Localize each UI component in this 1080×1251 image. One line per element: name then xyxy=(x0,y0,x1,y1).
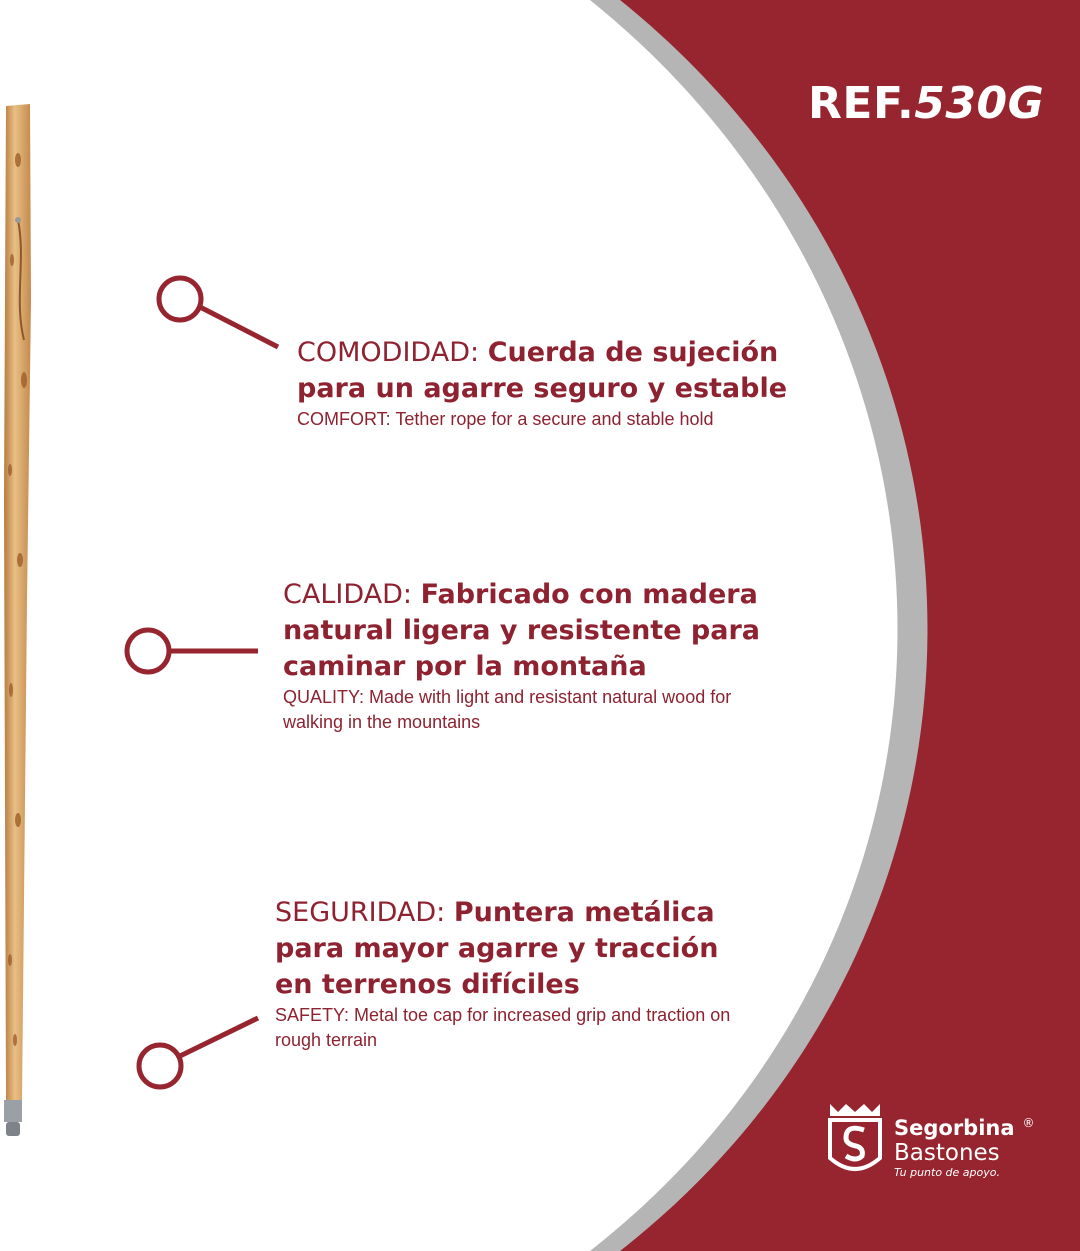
feature-quality xyxy=(283,577,763,735)
feature-english: QUALITY: Made with light and resistant natural wood for walking in the mountains xyxy=(283,687,732,732)
feature-safety xyxy=(275,895,745,1053)
feature-english: SAFETY: Metal toe cap for increased grip and traction on rough terrain xyxy=(275,1005,731,1050)
registered-mark: ® xyxy=(1022,1116,1035,1130)
reference-prefix: REF. xyxy=(808,78,915,129)
feature-description: Puntera metálica para mayor agarre y tracción en terrenos difíciles xyxy=(275,897,719,1000)
feature-description: Fabricado con madera natural ligera y resistente para caminar por la montaña xyxy=(283,579,761,682)
feature-comfort xyxy=(297,335,797,432)
reference-code: 530G xyxy=(914,78,1045,129)
brand-subtitle: Bastones xyxy=(894,1140,1000,1166)
callout-circle-icon xyxy=(159,278,201,320)
brand-name: Segorbina xyxy=(894,1116,1015,1140)
product-reference xyxy=(808,78,1044,129)
callout-circle-icon xyxy=(127,630,169,672)
feature-description: Cuerda de sujeción para un agarre seguro y estable xyxy=(297,337,788,404)
callout-pointers xyxy=(0,0,300,1251)
feature-english: COMFORT: Tether rope for a secure and stable hold xyxy=(297,409,714,429)
callout-circle-icon xyxy=(139,1045,181,1087)
feature-label: SEGURIDAD: xyxy=(275,897,446,928)
feature-label: COMODIDAD: xyxy=(297,337,480,368)
brand-block xyxy=(894,1111,1035,1180)
brand-tagline: Tu punto de apoyo. xyxy=(894,1166,1000,1179)
feature-label: CALIDAD: xyxy=(283,579,413,610)
segorbina-crest-logo xyxy=(826,1102,884,1180)
